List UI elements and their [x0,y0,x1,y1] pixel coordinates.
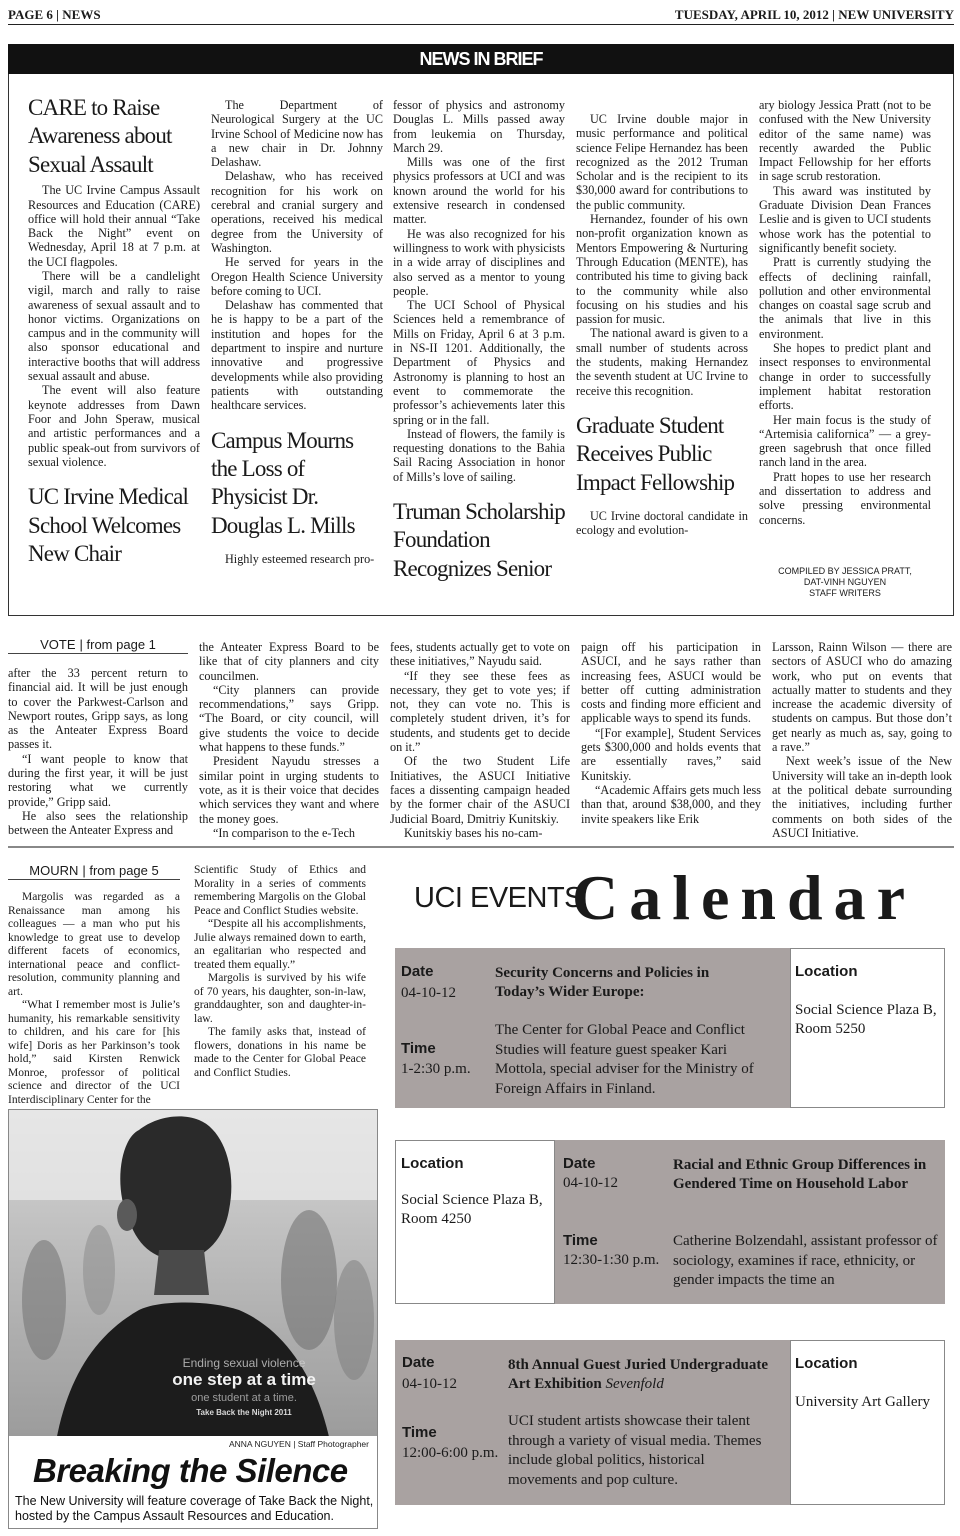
event-time: 1-2:30 p.m. [401,1061,471,1077]
article-paragraph: The national award is given to a small number of students across the students, making Hernandez the seventh student at UC Irvine to receive this recognition. [576,326,748,398]
event-location: Social Science Plaza B, Room 4250 [401,1192,543,1227]
shirt-text-line4: Take Back the Night 2011 [196,1408,292,1417]
article-paragraph: “Despite all his accomplishments, Julie always remained down to earth, an egalitarian who respected and treated them equally.” [194,918,366,971]
byline-line: DAT-VINH NGUYEN [803,577,887,587]
article-paragraph: Instead of flowers, the family is requesting donations to the Bahia Sail Racing Association in honor of Mills’s love of sailing. [393,426,565,484]
article-paragraph: The family asks that, instead of flowers, donations in his name be made to the Center for Global Peace and Conflict Studies. [194,1026,366,1079]
article-paragraph: paign off his participation in ASUCI, and he says rather than increasing fees, ASUCI would be better off cutting administration costs and finding more efficient and applicable ways to spend its funds. [581,640,761,726]
article-paragraph: Pratt hopes to use her research and dissertation to address and solve pressing environmental concerns. [759,469,931,527]
caption-text: The New University will feature coverage of Take Back the Night, hosted by the Campus Assault Resources and Education. [15,1494,374,1523]
mourn-jump-title: MOURN [29,863,79,878]
vote-jump-from: from page 1 [86,637,156,652]
issue-date-label: TUESDAY, APRIL 10, 2012 | NEW UNIVERSITY [674,7,954,22]
vote-column-3 [390,640,570,840]
article-paragraph: UC Irvine doctoral candidate in ecology and evolution- [576,509,748,538]
vote-column-4 [581,640,761,826]
article-paragraph: “What I remember most is Julie’s humanity, his remarkable sensitivity to children, and his care for [his wife] Doris as her Parkinson’s took hold,” said Kirsten Renwick Monroe, professor of political science and director of the UCI Interdisciplinary Center for the [8,999,180,1106]
article-paragraph: Margolis is survived by his wife of 70 years, his daughter, son-in-law, granddaughter, son and daughter-in-law. [194,972,366,1025]
article-paragraph: the Anteater Express Board to be like that of city planners and city councilmen. [199,640,379,683]
article-paragraph: UC Irvine double major in music performance and political science Felipe Hernandez has been recognized as the 2012 Truman Scholar and is the recipient to its $30,000 award for contributions to the public community. [576,112,748,212]
headline-campus-mourns: Campus Mourns the Loss of Physicist Dr. Douglas L. Mills [211,427,355,538]
article-paragraph: “In comparison to the e-Tech [213,825,355,840]
article-paragraph: after the 33 percent return to financial aid. It will be just enough to cover the Parkwest-Carlson and Newport routes, Gripp says, as long as the Anteater Express Board passes it. [8,666,188,752]
article-paragraph: “[For example], Student Services gets $300,000 and holds events that are essentially raves,” said Kunitskiy. [581,725,761,783]
event-title [508,1356,770,1394]
headline-medical-school: UC Irvine Medical School Welcomes New Chair [28,484,189,566]
calendar-event-3 [395,1340,945,1505]
event-title-italic: Sevenfold [605,1376,664,1392]
masthead [8,5,954,25]
calendar-event-2 [395,1140,945,1304]
event-title-text: 8th Annual Guest Juried Undergraduate Art Exhibition [508,1357,769,1392]
event-location: University Art Gallery [795,1394,930,1410]
article-paragraph: “If they see these fees as necessary, they get to vote yes; if not, they can vote no. This is completely student driven, it’s for students, and students get to decide on it.” [390,668,570,755]
location-panel [790,1340,945,1505]
headline-care: CARE to Raise Awareness about Sexual Assault [28,95,172,177]
article-paragraph: Hernandez, founder of his own non-profit organization known as Mentors Empowering & Nurturing Through Education (MENTE), has contributed his time to giving back to the community while also focusing on his studies and his passion for music. [576,212,748,327]
article-paragraph: The UC Irvine Campus Assault Resources and Education (CARE) office will hold their annual “Take Back the Night” event on Wednesday, April 18 at 7 p.m. at the UCI flagpoles. [28,183,200,269]
date-label: Date [401,963,434,980]
headline-graduate-student: Graduate Student Receives Public Impact Fellowship [576,412,735,495]
time-label: Time [563,1232,598,1249]
calendar-title-small: UCI EVENTS [414,882,584,914]
vote-column-1 [8,666,188,838]
brief-column-2 [211,98,383,566]
event-description: Catherine Bolzendahl, assistant professor of sociology, examines if race, ethnicity, or gender impacts the time an [673,1233,938,1288]
article-paragraph: Larsson, Rainn Wilson — there are sectors of ASUCI who do amazing work, who put on events that actually matter to students and they increase the academic diversity of students on campus. But those don’t get nearly as much as, say, going to a rave.” [772,640,952,755]
mourn-column-1 [8,891,180,1107]
article-paragraph: President Nayudu stresses a similar point in urging students to vote, as it is their voice that decides which services they want and where the money goes. [199,754,379,826]
event-date: 04-10-12 [563,1175,618,1191]
shirt-text-line3: one student at a time. [191,1392,297,1404]
calendar-title-big: Calendar [572,862,916,933]
brief-column-3 [393,98,565,583]
event-location: Social Science Plaza B, Room 5250 [795,1002,937,1037]
event-date: 04-10-12 [401,985,456,1001]
article-paragraph: He served for years in the Oregon Health Science University before coming to UCI. [211,255,383,298]
location-panel [790,948,945,1108]
article-paragraph: Delashaw, who has received recognition for his work on cerebral and cranial surgery and operations, received his medical degree from the University of Washington. [211,169,383,255]
news-in-brief-banner: NEWS IN BRIEF [8,44,954,74]
article-paragraph: The event will also feature keynote addresses from Dawn Foor and John Speraw, musical and artistic performances and a public speak-out from survivors of sexual violence. [28,383,200,469]
vote-column-2 [199,640,379,840]
article-paragraph: Mills was one of the first physics professors at UCI and was known around the world for his extensive research in condensed matter. [393,155,565,227]
byline-line: STAFF WRITERS [809,588,881,598]
location-label: Location [795,1355,858,1372]
date-label: Date [402,1354,435,1371]
location-label: Location [795,963,858,980]
article-paragraph: There will be a candlelight vigil, march and rally to raise awareness of sexual assault and to honor victims. Organizations on campus and in the community will also sponsor educational and interactive booths that will address sexual assault and abuse. [28,269,200,384]
brief-column-1 [28,94,200,568]
calendar-event-1 [395,948,945,1108]
event-description: The Center for Global Peace and Conflict Studies will feature guest speaker Kari Mottola, special adviser for the Ministry of Foreign Affairs in Finland. [495,1022,754,1097]
location-panel [395,1140,555,1304]
article-paragraph: She hopes to predict plant and insect responses to environmental change in order to successfully implement habitat restoration efforts. [759,341,931,413]
vote-jump-title: VOTE [40,637,76,652]
article-paragraph: fessor of physics and astronomy Douglas L. Mills passed away from leukemia on Thursday, March 29. [393,98,565,155]
time-label: Time [402,1424,437,1441]
section-divider [8,846,954,848]
article-paragraph: Highly esteemed research pro- [225,552,375,567]
location-label: Location [401,1155,464,1172]
brief-byline [759,566,931,599]
photo-credit: ANNA NGUYEN | Staff Photographer [228,1439,369,1449]
article-paragraph: Next week’s issue of the New University will take an in-depth look at the political debate surrounding the initiatives, including further comments on both sides of the ASUCI Initiative. [772,754,952,840]
time-label: Time [401,1040,436,1057]
article-paragraph: Her main focus is the study of “Artemisia californica” — a grey-green sagebrush that once filled ranch land in the area. [759,412,931,470]
article-paragraph: fees, students actually get to vote on these initiatives,” Nayudu said. [390,640,570,669]
mourn-column-2 [194,864,366,1080]
article-paragraph: Pratt is currently studying the effects of declining rainfall, pollution and other environmental changes on coastal sage scrub and the animals that live in this environment. [759,255,931,341]
article-paragraph: Of the two Student Life Initiatives, the ASUCI Initiative faces a dissenting campaign headed by the former chair of the ASUCI Judicial Board, Dmitriy Kunitskiy. [390,754,570,826]
event-date: 04-10-12 [402,1376,457,1392]
page-section-label: PAGE 6 | NEWS [8,7,101,22]
article-paragraph: “Academic Affairs gets much less than that, around $38,000, and they invite speakers like Erik [581,782,761,826]
article-paragraph: “I want people to know that during the first year, it will be just restoring what we currently provide,” Gripp said. [8,751,188,809]
event-title: Racial and Ethnic Group Differences in Gendered Time on Household Labor [673,1157,927,1192]
article-paragraph: This award was instituted by Graduate Division Dean Frances Leslie and is given to UCI students whose work has the potential to significantly benefit society. [759,183,931,255]
event-description: UCI student artists showcase their talent through a variety of visual media. Themes include global politics, historical movements and pop culture. [508,1413,762,1488]
article-paragraph: He was also recognized for his willingness to work with physicists in a wide array of disciplines and also served as a mentor to young people. [393,226,565,298]
caption-title: Breaking the Silence [33,1452,348,1489]
vote-jump-header: VOTE | from page 1 [8,636,188,654]
date-label: Date [563,1155,596,1172]
shirt-text-line1: Ending sexual violence [182,1356,306,1370]
article-paragraph: Scientific Study of Ethics and Morality in a series of comments remembering Margolis on the Global Peace and Conflict Studies website. [194,864,366,917]
byline-line: COMPILED BY JESSICA PRATT, [778,566,912,576]
article-paragraph: ary biology Jessica Pratt (not to be confused with the New University editor of the same name) was recently awarded the Public Impact Fellowship for her efforts in sage scrub restoration. [759,98,931,184]
mourn-jump-from: from page 5 [89,863,159,878]
event-title: Security Concerns and Policies in Today’s Wider Europe: [495,965,710,1000]
shirt-text-line2: one step at a time [172,1370,316,1389]
article-paragraph: “City planners can provide recommendations,” says Gripp. “The Board, or city council, will give students the voice to decide what happens to these funds.” [199,682,379,755]
event-time: 12:00-6:00 p.m. [402,1445,499,1461]
brief-column-4 [576,112,748,538]
article-paragraph: Delashaw has commented that he is happy to be a part of the institution and hopes for the department to inspire and nurture innovative and progressive developments while also providing patients with outstanding healthcare services. [211,298,383,413]
photo-breaking-the-silence [8,1109,378,1529]
article-paragraph: Kunitskiy bases his no-cam- [404,825,543,840]
headline-truman: Truman Scholarship Foundation Recognizes Senior [393,499,565,581]
article-paragraph: Margolis was regarded as a Renaissance man among his colleagues — a man who put his knowledge to great use to develop different facets of economics, international peace and conflict-resolution, community planning and art. [8,891,180,998]
article-paragraph: The Department of Neurological Surgery at the UC Irvine School of Medicine now has a new chair in Dr. Johnny Delashaw. [211,98,383,170]
article-paragraph: The UCI School of Physical Sciences held a remembrance of Mills on Friday, April 6 at 3 p.m. in NS-II 1201. Additionally, the Department of Physics and Astronomy is planning to host an event to commemorate the professor’s achievements later this spring or in the fall. [393,298,565,427]
mourn-jump-header: MOURN | from page 5 [8,862,180,880]
event-time: 12:30-1:30 p.m. [563,1252,660,1268]
brief-column-5 [759,98,931,527]
article-paragraph: He also sees the relationship between the Anteater Express and [8,808,188,838]
vote-column-5 [772,640,952,840]
